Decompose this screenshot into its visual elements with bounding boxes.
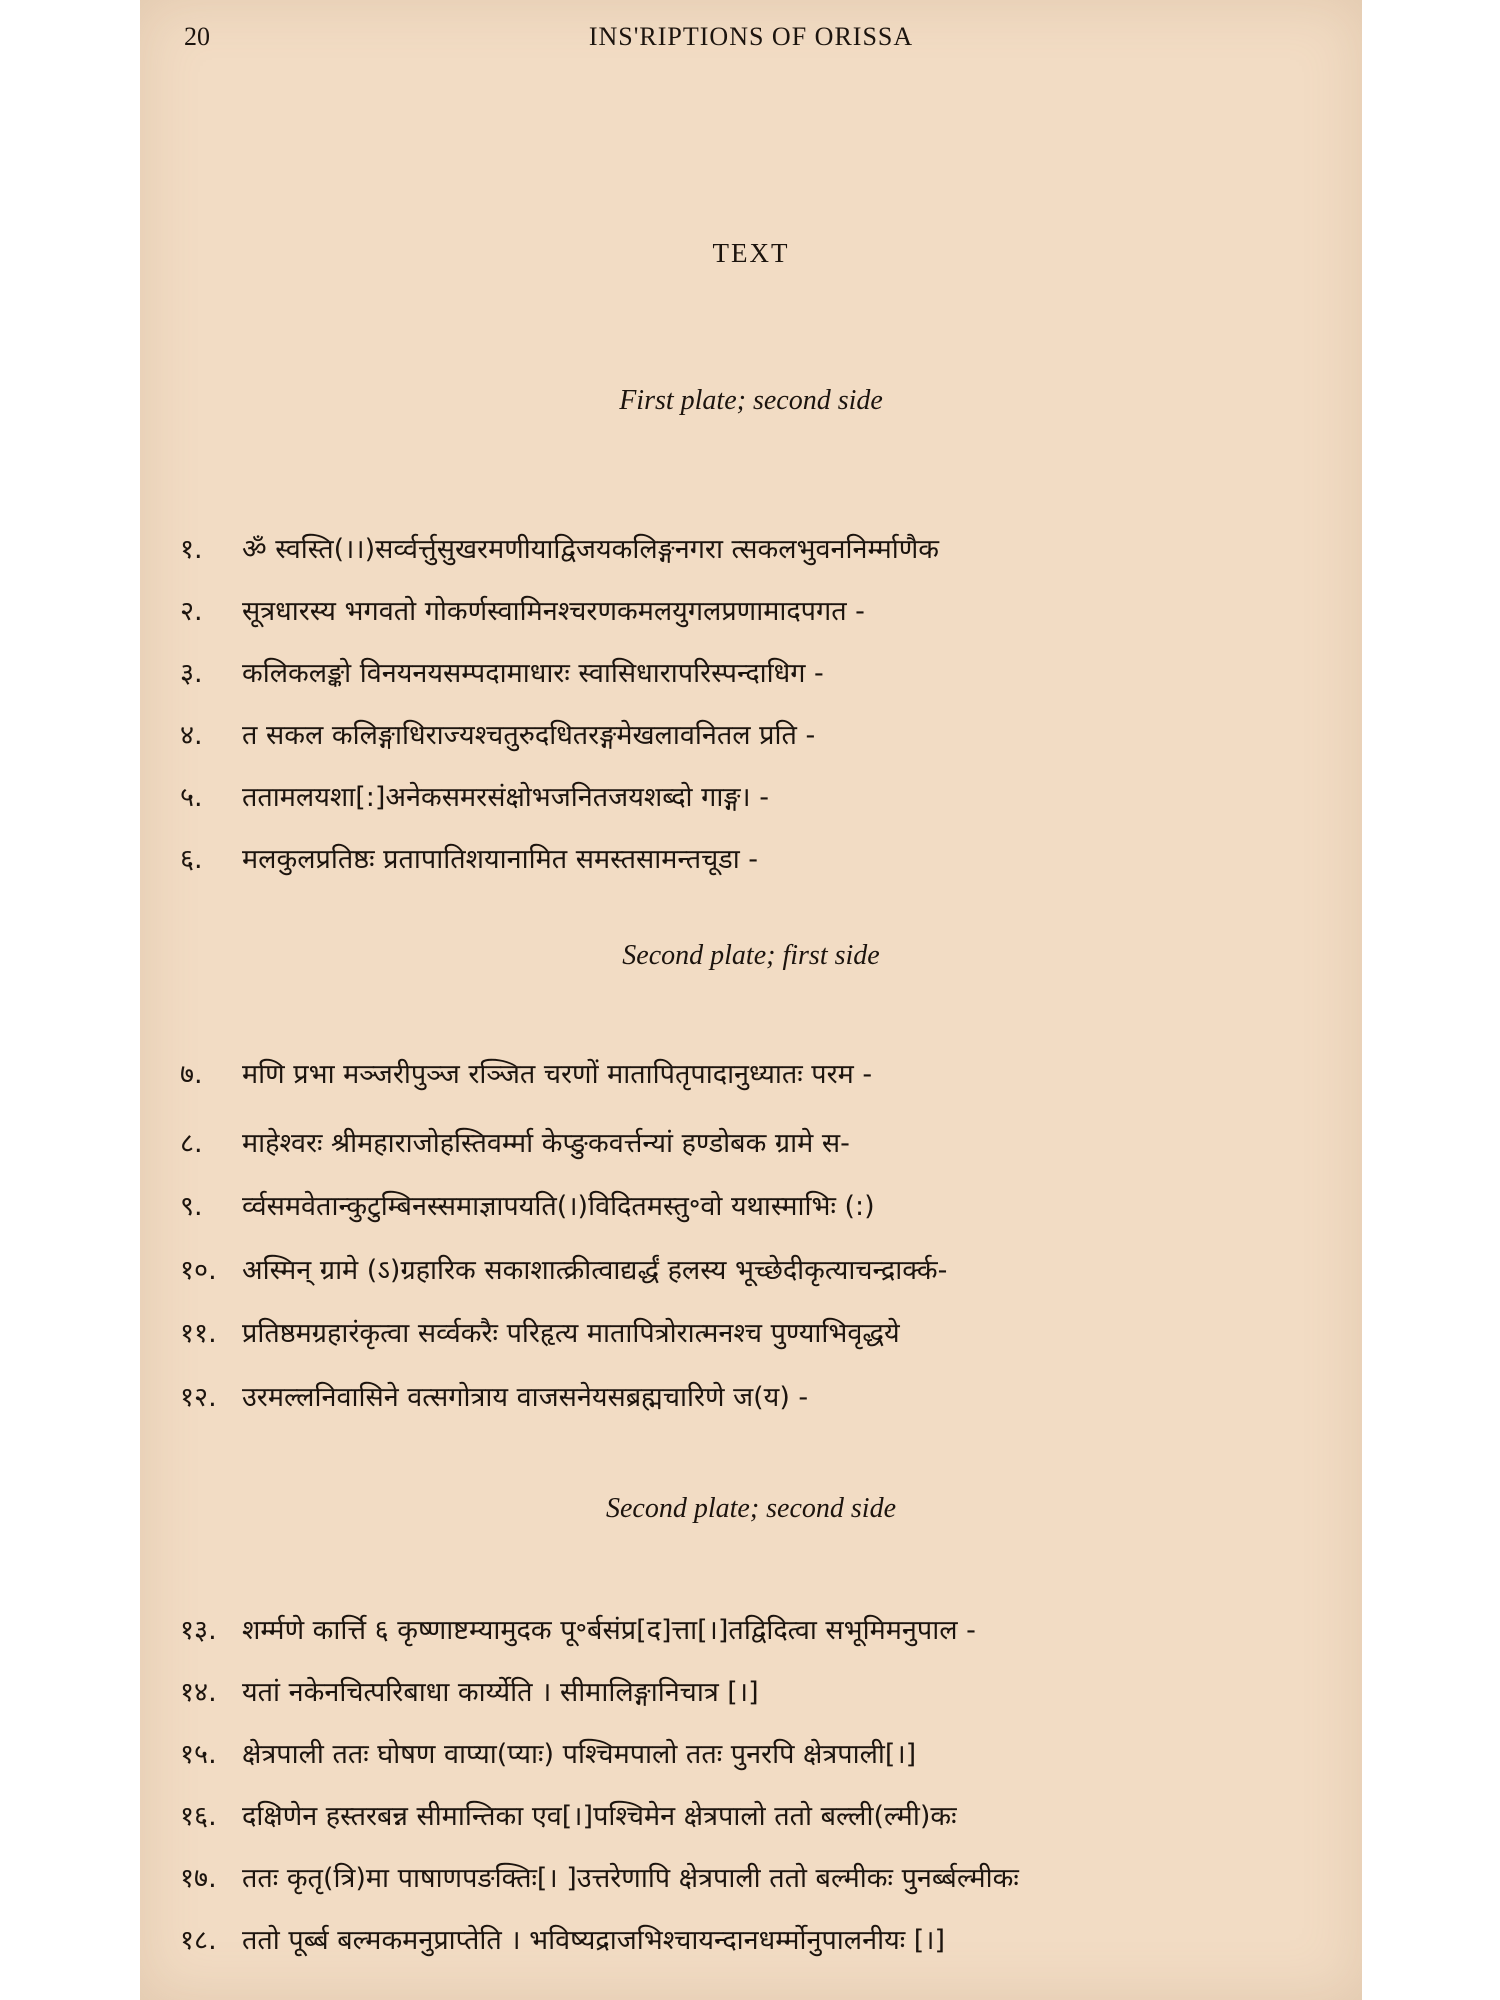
- line-number: १.: [180, 534, 203, 565]
- line-text: सूत्रधारस्य भगवतो गोकर्णस्वामिनश्चरणकमलयुगलप्रणामादपगत -: [242, 596, 865, 627]
- line-text: प्रतिष्ठमग्रहारंकृत्वा सर्व्वकरैः परिहृत्य मातापित्रोरात्मनश्च पुण्याभिवृद्धये: [242, 1318, 900, 1349]
- inscription-line: [180, 1249, 1340, 1293]
- line-number: ६.: [180, 844, 203, 875]
- line-number: ९.: [180, 1191, 203, 1222]
- inscription-line: [180, 1733, 1340, 1777]
- inscription-line: [180, 838, 1340, 882]
- line-number: १२.: [180, 1382, 217, 1413]
- running-header: [140, 22, 1362, 62]
- section-heading-second-plate-second-side: Second plate; second side: [605, 1493, 897, 1524]
- inscription-line: [180, 1795, 1340, 1839]
- line-number: २.: [180, 596, 203, 627]
- line-text: अस्मिन् ग्रामे (ऽ)ग्रहारिक सकाशात्क्रीत्वाद्यर्द्धं हलस्य भूच्छेदीकृत्याचन्द्रार्क्क-: [242, 1255, 948, 1286]
- line-number: १७.: [180, 1863, 217, 1894]
- line-number: ३.: [180, 658, 203, 689]
- inscription-line: [180, 590, 1340, 634]
- book-page: [140, 0, 1362, 2000]
- section-heading-second-plate-first-side: Second plate; first side: [622, 940, 880, 971]
- inscription-line: [180, 1919, 1340, 1963]
- line-text: ततामलयशा[:]अनेकसमरसंक्षोभजनितजयशब्दो गाङ्ग। -: [242, 782, 769, 813]
- inscription-line: [180, 776, 1340, 820]
- line-number: १३.: [180, 1615, 217, 1646]
- line-text: ॐ स्वस्ति(।।)सर्व्वर्त्तुसुखरमणीयाद्विजयकलिङ्गनगरा त्सकलभुवननिर्म्माणैक: [242, 534, 939, 565]
- inscription-line: [180, 1671, 1340, 1715]
- inscription-line: [180, 1053, 1340, 1097]
- inscription-line: [180, 1122, 1340, 1166]
- line-number: १४.: [180, 1677, 217, 1708]
- inscription-line: [180, 652, 1340, 696]
- inscription-line: [180, 528, 1340, 572]
- inscription-line: [180, 1376, 1340, 1420]
- line-number: ११.: [180, 1318, 217, 1349]
- inscription-line: [180, 1857, 1340, 1901]
- inscription-line: [180, 1185, 1340, 1229]
- line-text: मणि प्रभा मञ्जरीपुञ्ज रञ्जित चरणों मातापितृपादानुध्यातः परम -: [242, 1059, 873, 1090]
- text-heading: TEXT: [712, 238, 790, 268]
- line-text: त सकल कलिङ्गाधिराज्यश्चतुरुदधितरङ्गमेखलावनितल प्रति -: [242, 720, 816, 751]
- line-number: १०.: [180, 1255, 217, 1286]
- line-number: ५.: [180, 782, 203, 813]
- line-text: ततो पूर्ब्ब बल्मकमनुप्राप्तेति । भविष्यद्राजभिश्चायन्दानधर्म्मोनुपालनीयः [।]: [242, 1925, 946, 1956]
- line-number: ८.: [180, 1128, 203, 1159]
- line-text: कलिकलङ्को विनयनयसम्पदामाधारः स्वासिधारापरिस्पन्दाधिग -: [242, 658, 824, 689]
- line-text: क्षेत्रपाली ततः घोषण वाप्या(प्याः) पश्चिमपालो ततः पुनरपि क्षेत्रपाली[।]: [242, 1739, 917, 1770]
- inscription-line: [180, 1312, 1340, 1356]
- line-number: ४.: [180, 720, 203, 751]
- line-text: दक्षिणेन हस्तरबन्न सीमान्तिका एव[।]पश्चिमेन क्षेत्रपालो ततो बल्ली(ल्मी)कः: [242, 1801, 957, 1832]
- line-text: उरमल्लनिवासिने वत्सगोत्राय वाजसनेयसब्रह्मचारिणे ज(य) -: [242, 1382, 809, 1413]
- line-text: शर्म्मणे कार्त्ति ६ कृष्णाष्टम्यामुदक पू॰र्बसंप्र[द]त्ता[।]तद्विदित्वा सभूमिमनुपाल -: [242, 1615, 976, 1646]
- inscription-line: [180, 1609, 1340, 1653]
- line-number: ७.: [180, 1059, 203, 1090]
- line-number: १५.: [180, 1739, 217, 1770]
- line-text: र्व्वसमवेतान्कुटुम्बिनस्समाज्ञापयति(।)विदितमस्तु॰वो यथास्माभिः (:): [242, 1191, 875, 1222]
- page-number: 20: [184, 22, 210, 51]
- line-text: मलकुलप्रतिष्ठः प्रतापातिशयानामित समस्तसामन्तचूडा -: [242, 844, 759, 875]
- line-text: ततः कृतृ(त्रि)मा पाषाणपङक्तिः[। ]उत्तरेणापि क्षेत्रपाली ततो बल्मीकः पुनर्ब्बल्मीकः: [242, 1863, 1019, 1894]
- line-number: १८.: [180, 1925, 217, 1956]
- line-text: यतां नकेनचित्परिबाधा कार्य्येति । सीमालिङ्गानिचात्र [।]: [242, 1677, 759, 1708]
- running-title: INS'RIPTIONS OF ORISSA: [588, 22, 914, 51]
- inscription-line: [180, 714, 1340, 758]
- section-heading-first-plate-second-side: First plate; second side: [619, 385, 883, 416]
- line-number: १६.: [180, 1801, 217, 1832]
- line-text: माहेश्वरः श्रीमहाराजोहस्तिवर्म्मा केप्ङुकवर्त्तन्यां हण्डोबक ग्रामे स-: [242, 1128, 850, 1159]
